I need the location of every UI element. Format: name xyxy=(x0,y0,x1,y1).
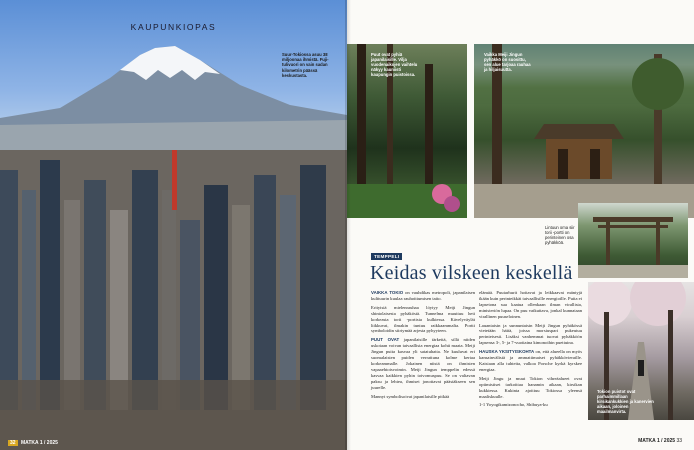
address-text: 1-1 Yoyogikamizonocho, Shibuya-ku xyxy=(479,402,548,408)
photo-caption-blossoms: Tokion puistot ovat parhaimmillaan kirsikankukkien ja kanervien aikaan, joloinen maailmanvirta. xyxy=(597,389,654,414)
paragraph xyxy=(479,349,582,373)
tokyo-skyline-photo xyxy=(0,130,347,450)
paragraph xyxy=(371,305,475,335)
section-title: KAUPUNKIOPAS xyxy=(130,22,217,32)
paragraph xyxy=(479,323,582,347)
article-column-1 xyxy=(371,290,475,402)
paragraph-text: Mannyt symbolisoivat japanilaisille pitkää xyxy=(371,393,450,399)
paragraph-text: Lauantaisin ja sunnuntaisin Meiji Jingun pyhäkössä vietetään häitä, joissa morsiuspari pukeutuu perinteisesti. Lisäksi vanhemmat tuovat pyhäkköön lapsensa 3-, 5- ja 7-vuotiaina kimonoihin puettuina. xyxy=(479,322,582,346)
page-number: 32 xyxy=(10,440,16,446)
paragraph-text: Meiji Jingu ja muut Tokion vihreäalueet ovat optimistiset tarkoittaa hanamin aikaan, kirsikan kukkiessa. Kukinta ajoittuu Tokiossa yleensä maaliskuulle. xyxy=(479,375,582,399)
paragraph-text: elämää. Puutarhurit hoitavat ja leikkaavat mäntyjä ikään kuin perinteikkäi taivaallisille energioille. Puita ei lapsetona sua kaatua ollenkaan ilman virallista, ministeriön lupaa. On puu vaikuttava, jonkal kunnataan virallinen puuseloinen. xyxy=(479,290,582,319)
page-footer-left xyxy=(8,440,58,446)
paragraph-lead: PUUT OVAT xyxy=(371,337,400,343)
paragraph-lead: VAIKKA TOKIO xyxy=(371,290,404,295)
magazine-label: MATKA 1 / 2025 xyxy=(638,438,676,444)
paragraph-text: Erityisiä mielenrauhaa löytyy Meiji Jingun shintolaisesta pyhäköstä. Tunnelma muuttuu heti korkeasta torii -portista kulkiessa. Kävelyväylät liikkuvat, ilmakin tuntuu raikkaammalta. Portti symboloidin siirtymää arjesta pyhyyteen. xyxy=(371,304,475,334)
article-headline: Keidas vilskeen keskellä xyxy=(370,262,573,284)
page-number: 33 xyxy=(676,438,682,444)
section-tag: TEMPPELI xyxy=(371,253,402,260)
torii-gate-photo xyxy=(578,203,688,278)
photo-caption-trees: Puut ovat pyhiä japanilaisille. Vilja vuodenaikojen vaihtelu näkyy kauniisti kaupungin puistoissa. xyxy=(371,52,418,77)
photo-caption-torii: Lintuun oma siir torii -portti on perinteinen osa pyhäkköä. xyxy=(545,225,575,245)
paragraph-text: on, että alueella on myös kansainvälistä ja ammattimaiset pyhäkkövieraille. Kaisiaan alla tuhteita, valkoa Porsche kyrkä kyrskee energiaa. xyxy=(479,349,582,372)
article-column-2 xyxy=(479,290,582,411)
paragraph xyxy=(479,402,582,408)
photo-caption: Suur-Tokiossa asuu 38 miljoonaa ihmistä. Fuji-tulivuori on vain sadan kilometrin päässä keskustasta. xyxy=(282,52,329,78)
paragraph-lead: HAUSKA YKSITYISKOHTA xyxy=(479,349,535,355)
paragraph xyxy=(371,337,475,390)
paragraph-text: japanilaisille tärkeitä, sillä niiden uskotaan voivan taivaallista energiaa kohti maata. Meiji Jingun puita kasvaa yli satatuhatta. Ne kuuluvat eri suomalaisten puiden verrattuna kolme kertaa korkeammalle. Jokainen niistä on ihmisten vapaaehtoisvoimin. Meiji Jingun temppelin edessä kasvaa kaikkien pyhin toivomuspuu. Se on valtavan paksu ja lehtea, ihmiset jonottavat päästäkseen sen juurelle. xyxy=(371,337,476,390)
paragraph xyxy=(479,290,582,320)
page-gutter-shadow xyxy=(345,0,351,450)
photo-caption-shrine: Vaikka Meiji Jingun pyhäkkö on suosittu, sen alue tarjoaa rauhaa ja hiljaisuutta. xyxy=(484,52,531,72)
paragraph xyxy=(371,394,475,400)
paragraph xyxy=(479,376,582,400)
page-footer-right xyxy=(638,438,682,444)
paragraph xyxy=(371,290,475,302)
paragraph-text: on vauhdikas metropoli, japanilaisen kulttuurin kuulaa rauhoittumisen taito. xyxy=(371,290,475,301)
magazine-label: MATKA 1 / 2025 xyxy=(20,440,58,446)
torii-shapes xyxy=(578,203,688,278)
